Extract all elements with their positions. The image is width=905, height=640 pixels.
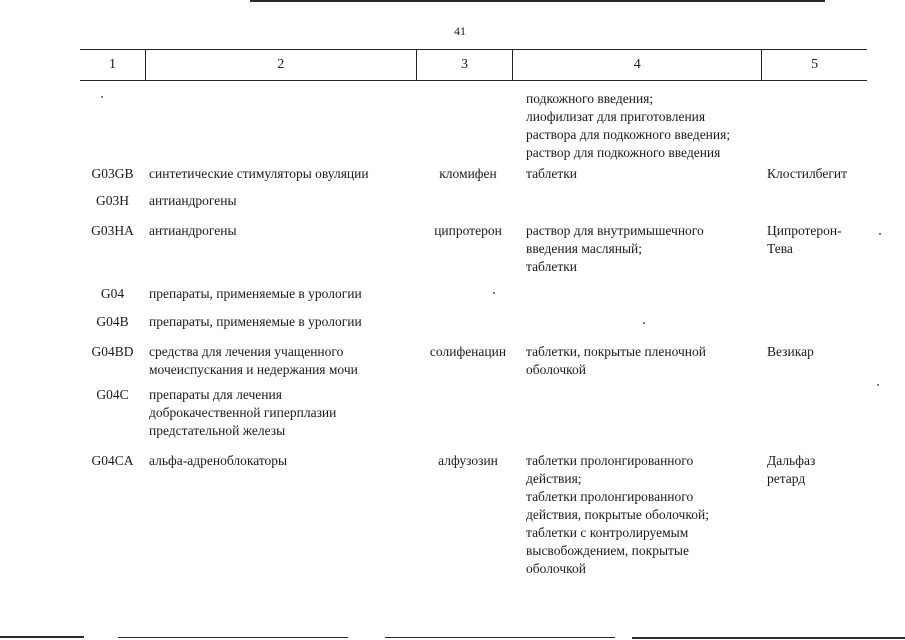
group-cell: препараты для лечения доброкачественной гиперплазии предстательной железы <box>149 387 337 438</box>
dosage-form-cell: таблетки пролонгированного действия; таблетки пролонгированного действия, покрытые оболочкой; таблетки с контролируемым высвобождением, покрытые оболочкой <box>526 453 709 576</box>
inn-cell: ципротерон <box>434 223 502 238</box>
scan-border-bottom <box>118 637 348 638</box>
atc-code-cell: G03HA <box>91 223 134 238</box>
atc-code-cell: G04 <box>100 286 125 301</box>
table-header <box>80 49 867 81</box>
inn-cell: кломифен <box>439 166 497 181</box>
column-header-5: 5 <box>761 50 867 80</box>
scan-speck <box>493 292 495 294</box>
trade-name-cell: Везикар <box>767 344 814 359</box>
atc-code-cell: G04CA <box>91 453 134 468</box>
dosage-form-cell: таблетки <box>526 166 578 181</box>
group-cell: альфа-адреноблокаторы <box>149 453 288 468</box>
scan-border-bottom <box>385 637 615 638</box>
column-header-4: 4 <box>512 50 761 80</box>
dosage-form-cell: раствор для внутримышечного введения масляный; таблетки <box>526 223 704 274</box>
scan-border-top <box>250 0 825 2</box>
column-header-2: 2 <box>145 50 416 80</box>
scan-border-bottom <box>632 637 905 639</box>
scan-speck <box>101 96 103 98</box>
scan-speck <box>879 233 881 235</box>
scan-speck <box>643 322 645 324</box>
atc-code-cell: G04B <box>96 314 129 329</box>
trade-name-cell: Ципротерон- Тева <box>767 223 842 256</box>
group-cell: препараты, применяемые в урологии <box>149 314 362 329</box>
atc-code-cell: G04BD <box>91 344 134 359</box>
atc-code-cell: G04C <box>96 387 129 402</box>
group-cell: антиандрогены <box>149 193 237 208</box>
scan-speck <box>877 384 879 386</box>
inn-cell: солифенацин <box>429 344 507 359</box>
column-header-1: 1 <box>108 57 116 72</box>
column-header-3: 3 <box>416 50 513 80</box>
trade-name-cell: Клостилбегит <box>767 166 848 181</box>
group-cell: антиандрогены <box>149 223 237 238</box>
trade-name-cell: Дальфаз ретард <box>767 453 816 486</box>
page-number: 41 <box>454 24 466 38</box>
inn-cell: алфузозин <box>438 453 498 468</box>
group-cell: синтетические стимуляторы овуляции <box>149 166 369 181</box>
scan-border-bottom <box>0 636 84 638</box>
group-cell: средства для лечения учащенного мочеиспускания и недержания мочи <box>149 344 358 377</box>
atc-code-cell: G03H <box>96 193 129 208</box>
dosage-form-cell: подкожного введения; лиофилизат для приготовления раствора для подкожного введения; раствор для подкожного введения <box>526 91 731 160</box>
atc-code-cell: G03GB <box>91 166 134 181</box>
group-cell: препараты, применяемые в урологии <box>149 286 362 301</box>
dosage-form-cell: таблетки, покрытые пленочной оболочкой <box>526 344 707 377</box>
